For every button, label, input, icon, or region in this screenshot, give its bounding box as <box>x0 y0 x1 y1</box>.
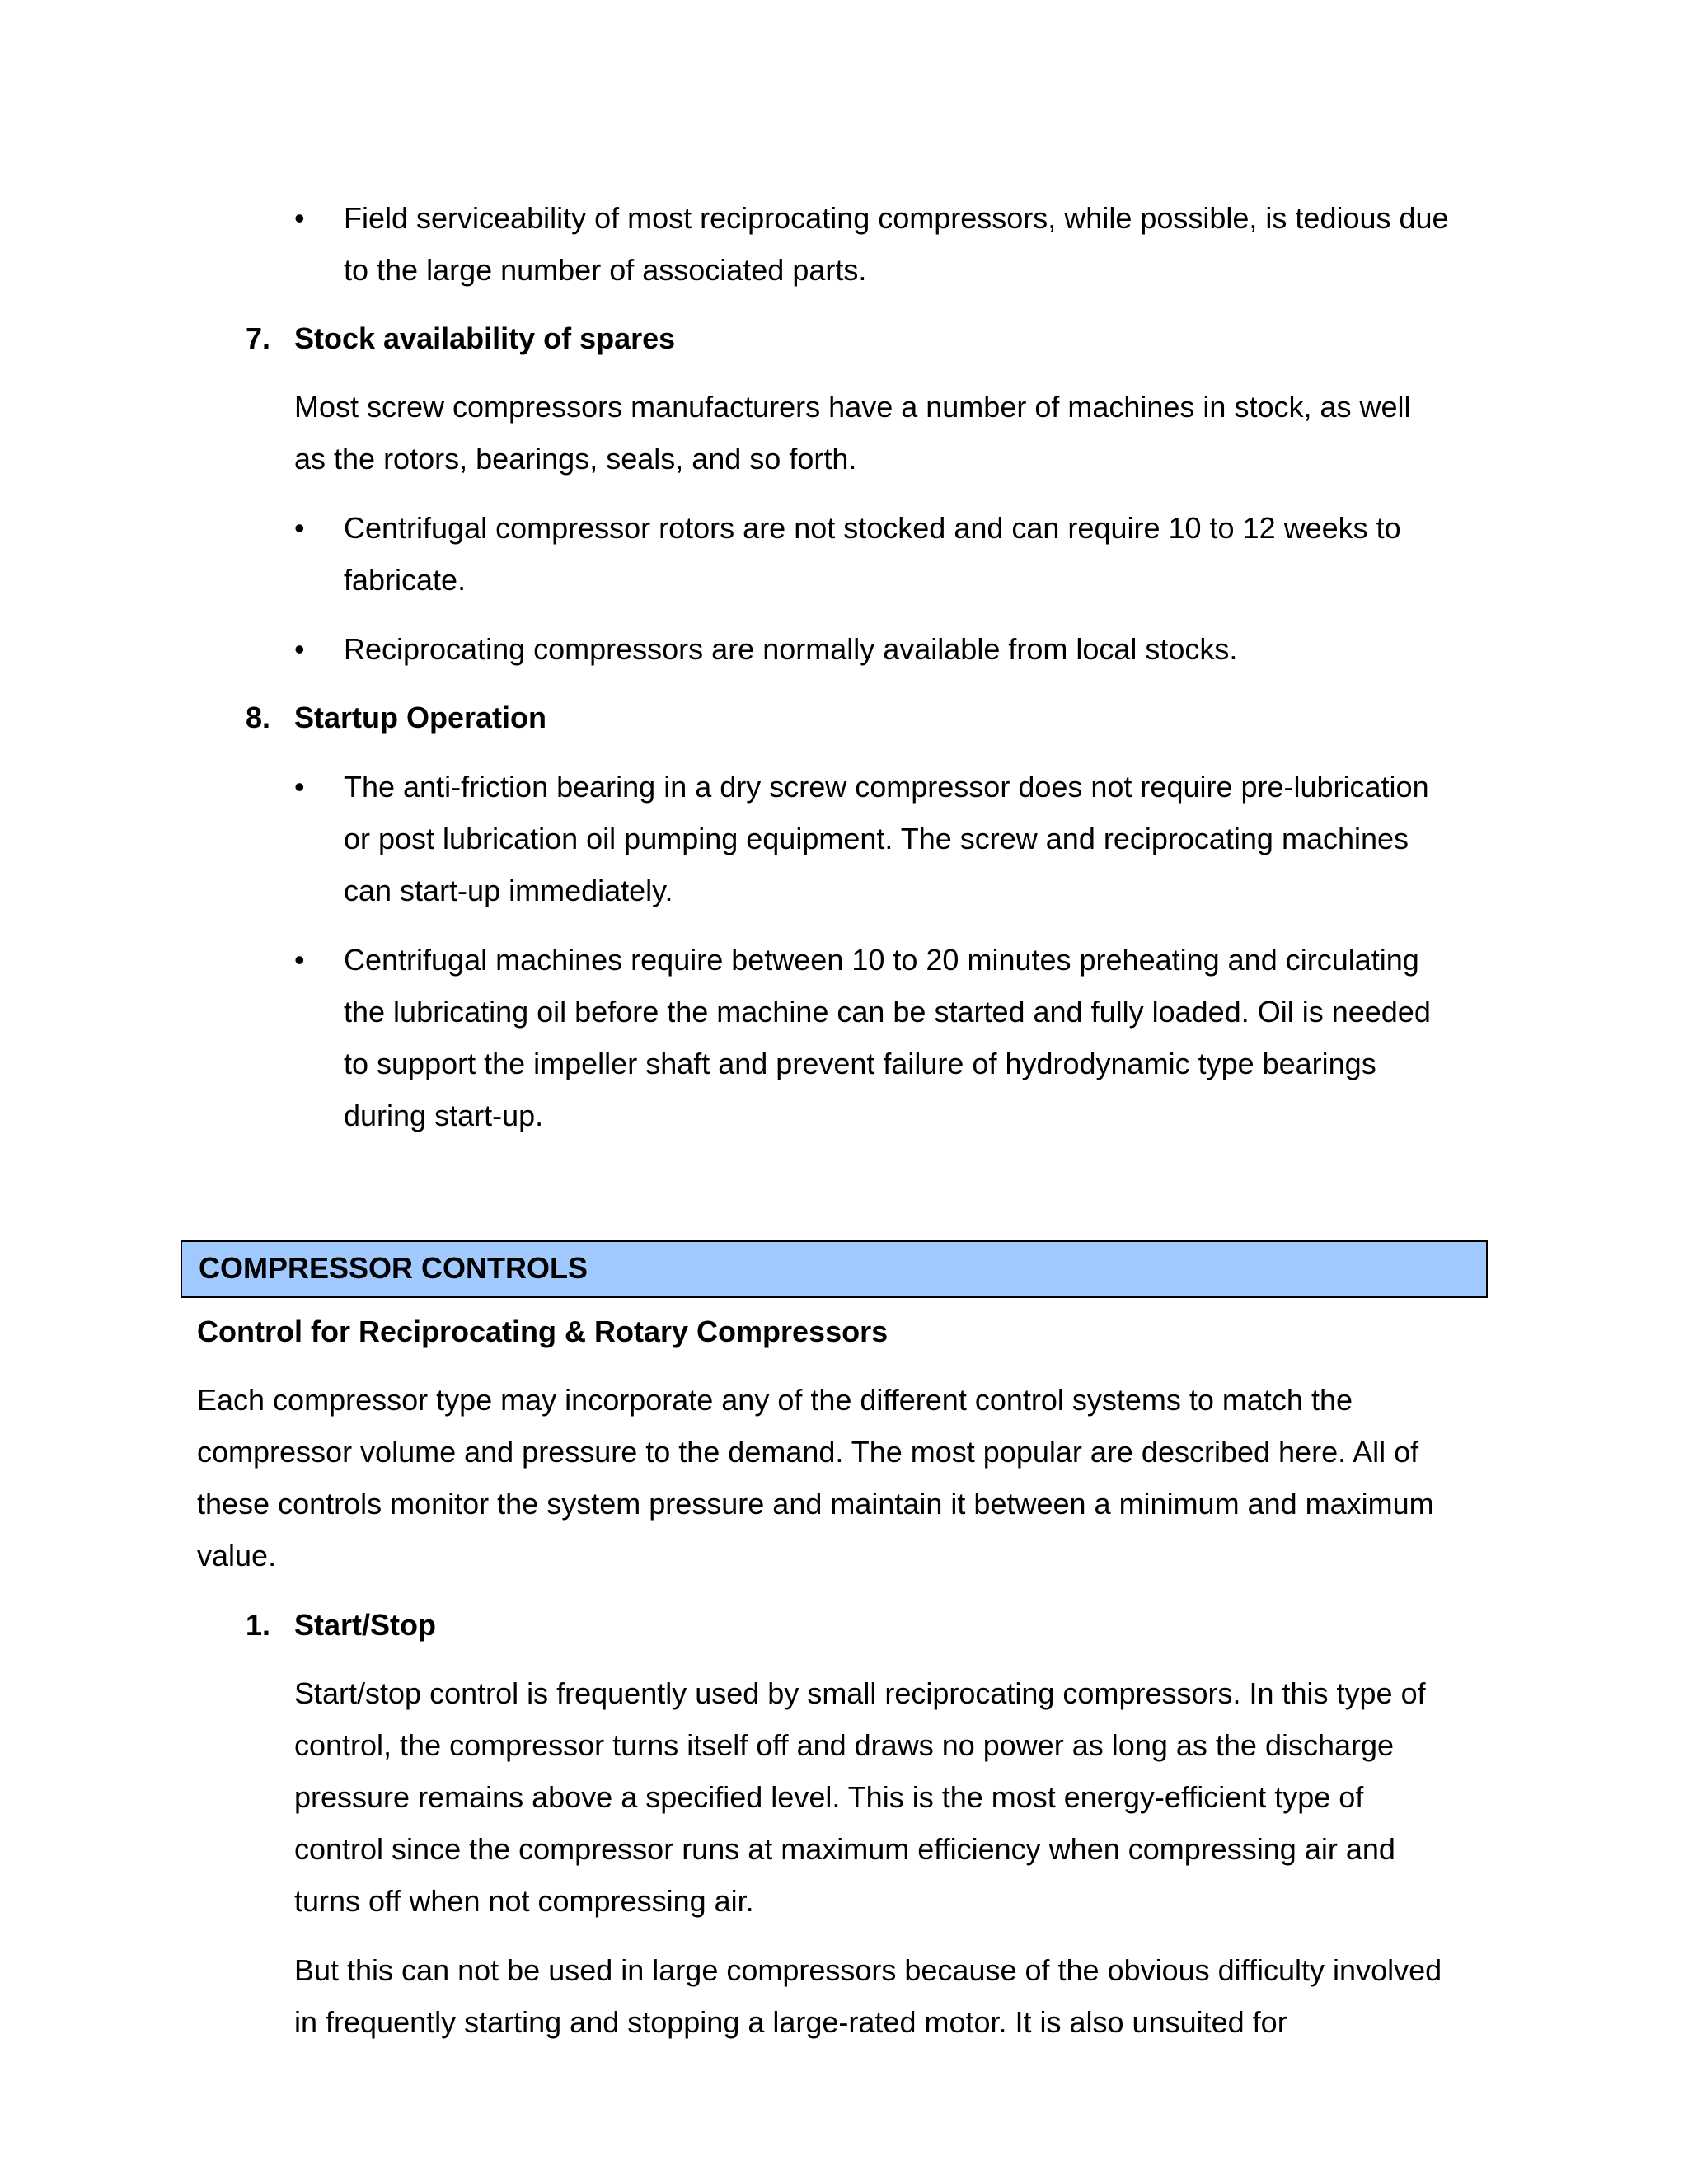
bullet-marker: • <box>294 943 305 977</box>
bullet-marker: • <box>294 511 305 545</box>
item-1-heading: Start/Stop <box>294 1608 437 1642</box>
item-1-p1-line-1: Start/stop control is frequently used by small reciprocating compressors. In this type of <box>294 1676 1426 1710</box>
item-1-p1-line-5: turns off when not compressing air. <box>294 1884 754 1918</box>
intro-line-3: these controls monitor the system pressure and maintain it between a minimum and maximum <box>197 1487 1434 1521</box>
centrifugal-rotors-line-1: Centrifugal compressor rotors are not stocked and can require 10 to 12 weeks to <box>344 511 1401 545</box>
field-service-line-2: to the large number of associated parts. <box>344 253 867 287</box>
item-7-para-line-1: Most screw compressors manufacturers have a number of machines in stock, as well <box>294 390 1411 424</box>
item-1-p1-line-3: pressure remains above a specified level. This is the most energy-efficient type of <box>294 1780 1364 1814</box>
item-8-number: 8. <box>246 701 271 734</box>
bullet-marker: • <box>294 770 305 804</box>
item-1-p1-line-4: control since the compressor runs at maximum efficiency when compressing air and <box>294 1832 1395 1866</box>
section-subheading: Control for Reciprocating & Rotary Compressors <box>197 1315 889 1348</box>
anti-friction-line-1: The anti-friction bearing in a dry screw compressor does not require pre-lubrication <box>344 770 1429 804</box>
item-8-heading: Startup Operation <box>294 701 547 734</box>
field-service-line-1: Field serviceability of most reciprocating compressors, while possible, is tedious due <box>344 201 1449 235</box>
item-7-para-line-2: as the rotors, bearings, seals, and so forth. <box>294 442 857 476</box>
anti-friction-line-2: or post lubrication oil pumping equipment. The screw and reciprocating machines <box>344 822 1409 855</box>
intro-line-1: Each compressor type may incorporate any of the different control systems to match the <box>197 1383 1353 1417</box>
item-1-p2-line-2: in frequently starting and stopping a large-rated motor. It is also unsuited for <box>294 2005 1287 2039</box>
intro-line-4: value. <box>197 1539 277 1572</box>
centrifugal-preheat-line-4: during start-up. <box>344 1099 544 1132</box>
item-7-heading: Stock availability of spares <box>294 321 676 355</box>
item-1-p2-line-1: But this can not be used in large compressors because of the obvious difficulty involved <box>294 1953 1442 1987</box>
section-banner <box>181 1240 1488 1298</box>
item-7-number: 7. <box>246 321 271 355</box>
item-1-p1-line-2: control, the compressor turns itself off and draws no power as long as the discharge <box>294 1728 1395 1762</box>
centrifugal-preheat-line-1: Centrifugal machines require between 10 to 20 minutes preheating and circulating <box>344 943 1419 977</box>
centrifugal-preheat-line-3: to support the impeller shaft and prevent failure of hydrodynamic type bearings <box>344 1047 1376 1080</box>
recip-stocks-line-1: Reciprocating compressors are normally available from local stocks. <box>344 632 1238 666</box>
bullet-marker: • <box>294 201 305 235</box>
intro-line-2: compressor volume and pressure to the demand. The most popular are described here. All of <box>197 1435 1419 1469</box>
anti-friction-line-3: can start-up immediately. <box>344 874 673 907</box>
centrifugal-preheat-line-2: the lubricating oil before the machine can be started and fully loaded. Oil is needed <box>344 995 1431 1029</box>
bullet-marker: • <box>294 632 305 666</box>
item-1-number: 1. <box>246 1608 271 1642</box>
centrifugal-rotors-line-2: fabricate. <box>344 563 467 597</box>
section-banner-title: COMPRESSOR CONTROLS <box>199 1251 588 1285</box>
